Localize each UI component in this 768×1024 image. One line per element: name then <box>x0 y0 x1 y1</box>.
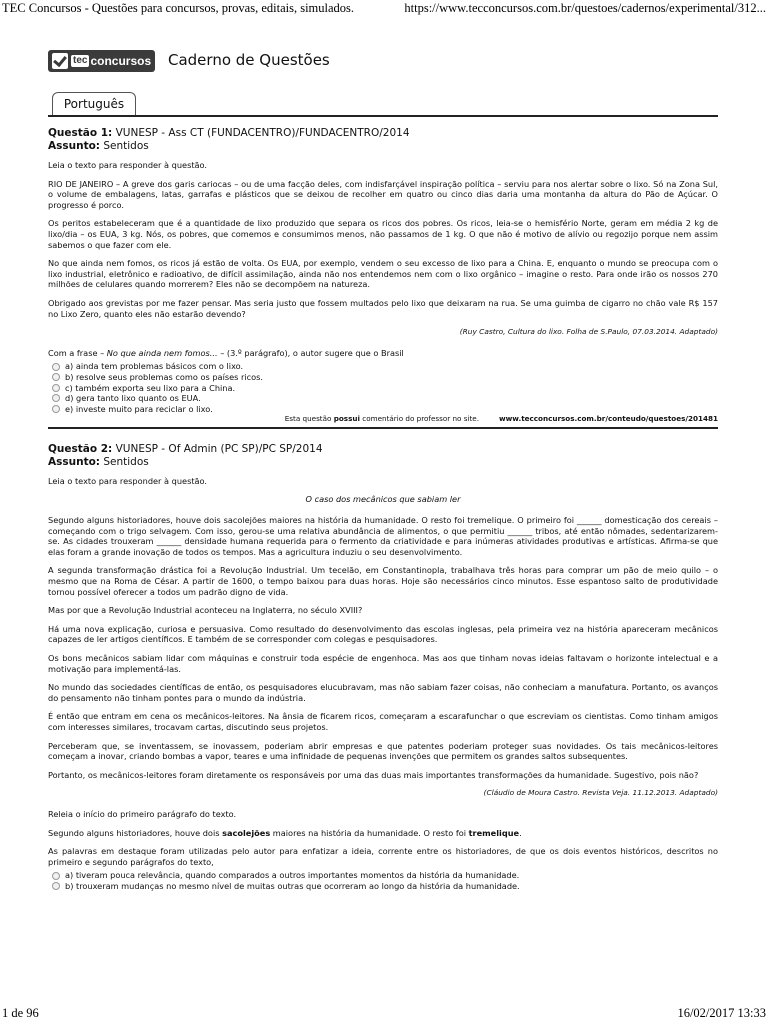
q1-option-a[interactable] <box>52 361 718 372</box>
q1-option-c[interactable] <box>52 383 718 394</box>
q1-options <box>52 361 718 414</box>
q1-paragraph-2: Os peritos estabeleceram que é a quantidade de lixo produzido que separa os ricos dos pobres. Os ricos, leia-se o hemisfério Norte, geram em média 2 kg de lixo/dia – os EUA, 3 kg. Nós, os pobres, que comemos e consumimos menos, não passamos de 1 kg. O que não é motivo de alívio ou regozijo porque nem assim sabemos o que fazer com ele. <box>48 218 718 250</box>
q1-option-e[interactable] <box>52 404 718 415</box>
checkmark-icon <box>52 53 68 69</box>
q2-paragraph-3: Mas por que a Revolução Industrial aconteceu na Inglaterra, no século XVIII? <box>48 605 363 616</box>
q1-paragraph-4: Obrigado aos grevistas por me fazer pensar. Mas seria justo que fossem multados pelo lixo que deixaram na rua. Se uma guimba de cigarro no chão vale R$ 157 no Lixo Zero, quanto eles não estarão devendo? <box>48 297 718 319</box>
page-number: 1 de 96 <box>2 1006 39 1020</box>
q1-stem <box>48 348 718 359</box>
subject-label: Assunto: <box>48 140 101 152</box>
tec-concursos-logo[interactable] <box>48 50 155 72</box>
q2-options <box>52 870 718 891</box>
radio-icon[interactable] <box>52 872 60 880</box>
radio-icon[interactable] <box>52 882 60 890</box>
q2-reread: Releia o início do primeiro parágrafo do texto. <box>48 808 237 819</box>
q1-link[interactable]: www.tecconcursos.com.br/conteudo/questoes/201481 <box>499 414 718 424</box>
question-1-source: VUNESP - Ass CT (FUNDACENTRO)/FUNDACENTRO/2014 <box>115 127 410 139</box>
option-label: e) investe muito para reciclar o lixo. <box>65 403 213 414</box>
radio-icon[interactable] <box>52 405 60 413</box>
option-label: c) também exporta seu lixo para a China. <box>65 382 236 393</box>
q1-paragraph-1: RIO DE JANEIRO – A greve dos garis cariocas – ou de uma facção deles, com indisfarçável inspiração política – serviu para nos alertar sobre o lixo. Só na Zona Sul, o volume de embalagens, latas, garrafas e plásticos que se deixou de recolher em quatro ou cinco dias daria uma montanha da altura do Pão de Açúcar. O progresso é porco. <box>48 178 718 210</box>
question-2-subject <box>48 456 718 469</box>
q1-option-d[interactable] <box>52 393 718 404</box>
radio-icon[interactable] <box>52 363 60 371</box>
q2-text-title: O caso dos mecânicos que sabiam ler <box>305 494 461 505</box>
question-1-subject <box>48 140 718 153</box>
subject-value: Sentidos <box>103 140 149 152</box>
question-2-header <box>48 443 718 456</box>
page-title: Caderno de Questões <box>168 51 330 69</box>
q2-paragraph-6: No mundo das sociedades científicas de então, os pesquisadores elucubravam, mas não sabiam fazer coisas, não conheciam a manufatura. Portanto, os avanços do pensamento não tinham pontes para o mundo da indústria. <box>48 682 718 703</box>
q1-stem-post: – (3.º parágrafo), o autor sugere que o Brasil <box>217 347 404 358</box>
question-1-label: Questão 1: <box>48 127 113 139</box>
print-datetime: 16/02/2017 13:33 <box>677 1006 766 1020</box>
note-pre: Esta questão <box>284 414 334 424</box>
note-post: comentário do professor no site. <box>359 414 480 424</box>
radio-icon[interactable] <box>52 373 60 381</box>
question-2-intro: Leia o texto para responder à questão. <box>48 475 208 486</box>
tab-portugues[interactable]: Português <box>52 92 136 115</box>
print-header-url: https://www.tecconcursos.com.br/questoes/cadernos/experimental/312... <box>404 1 766 15</box>
option-label: d) gera tanto lixo quanto os EUA. <box>65 393 201 404</box>
option-label: a) tiveram pouca relevância, quando comparados a outros importantes momentos da história da humanidade. <box>65 870 520 881</box>
tab-divider <box>48 115 718 117</box>
question-1-intro: Leia o texto para responder à questão. <box>48 160 208 170</box>
q2-paragraph-9: Portanto, os mecânicos-leitores foram diretamente os responsáveis por uma das duas mais importantes transformações da humanidade. Sugestivo, pois não? <box>48 769 699 780</box>
radio-icon[interactable] <box>52 384 60 392</box>
print-header <box>0 0 768 18</box>
q1-paragraph-3: No que ainda nem fomos, os ricos já estão de volta. Os EUA, por exemplo, vendem o seu excesso de lixo para a China. E, enquanto o mundo se preocupa com o lixo industrial, eletrônico e radioativo, de difícil assimilação, ainda não nos entendemos nem com o lixo orgânico – imagine o resto. Para onde irão os nossos 270 milhões de celulares quando morrerem? Eles não se decompõem na natureza. <box>48 258 718 290</box>
logo-rest: concursos <box>90 54 152 68</box>
option-label: b) resolve seus problemas como os países ricos. <box>65 371 264 382</box>
q2-paragraph-5: Os bons mecânicos sabiam lidar com máquinas e construir toda espécie de engenhoca. Mas aos que tinham novas ideias faltavam o horizonte intelectual e a motivação para implementá-las. <box>48 653 718 674</box>
option-label: a) ainda tem problemas básicos com o lixo. <box>65 361 244 372</box>
subject-label: Assunto: <box>48 455 101 468</box>
q1-stem-quote: No que ainda nem fomos... <box>106 347 218 358</box>
q2-paragraph-7: É então que entram em cena os mecânicos-leitores. Na ânsia de ficarem ricos, começaram a escarafunchar o que escreviam os cientistas. Como tinham amigos com interesses similares, trocavam cartas, discutindo seus projetos. <box>48 711 718 732</box>
q1-comment-note <box>285 414 479 425</box>
question-1-header <box>48 127 718 140</box>
print-footer <box>0 1006 768 1024</box>
q2-option-a[interactable] <box>52 870 718 881</box>
logo-tec: tec <box>73 55 88 66</box>
q2-stem: As palavras em destaque foram utilizadas pelo autor para enfatizar a ideia, corrente entre os historiadores, de que os dois eventos históricos, descritos no primeiro e segundo parágrafos do texto, <box>48 846 718 867</box>
questions-content <box>48 127 718 892</box>
q2-option-b[interactable] <box>52 881 718 892</box>
q2-citation: (Cláudio de Moura Castro. Revista Veja. 11.12.2013. Adaptado) <box>483 788 718 798</box>
question-2-label: Questão 2: <box>48 442 113 455</box>
q2-paragraph-2: A segunda transformação drástica foi a Revolução Industrial. Um tecelão, em Constantinopla, trabalhava três horas para comprar um pão de meio quilo – o mesmo que na Roma de César. A partir de 1600, o tempo baixou para duas horas. Hoje são necessários cinco minutos. Esse espantoso salto de produtividade tornou possível oferecer a todos um padrão digno de vida. <box>48 565 718 597</box>
note-bold: possui <box>333 414 360 424</box>
question-2-source: VUNESP - Of Admin (PC SP)/PC SP/2014 <box>115 442 323 455</box>
radio-icon[interactable] <box>52 394 60 402</box>
q2-quote-b2: tremelique <box>468 827 520 838</box>
q2-quote <box>48 828 718 839</box>
q1-footer <box>48 414 718 429</box>
print-header-title: TEC Concursos - Questões para concursos, provas, editais, simulados. <box>2 1 355 15</box>
q2-paragraph-8: Perceberam que, se inventassem, se inovassem, poderiam abrir empresas e que patentes poderiam proteger suas novidades. Os tais mecânicos-leitores começam a inovar, criando bombas a vapor, teares e uma infinidade de pequenas invenções que permitem os grandes saltos subsequentes. <box>48 740 718 762</box>
q2-quote-mid: maiores na história da humanidade. O resto foi <box>270 827 469 838</box>
q2-quote-end: . <box>519 827 522 838</box>
subject-value: Sentidos <box>103 455 149 468</box>
q1-option-b[interactable] <box>52 372 718 383</box>
q2-quote-pre: Segundo alguns historiadores, houve dois <box>48 827 223 838</box>
q2-quote-b1: sacolejões <box>222 827 271 838</box>
q1-stem-pre: Com a frase – <box>48 347 107 358</box>
q2-paragraph-4: Há uma nova explicação, curiosa e persuasiva. Como resultado do desenvolvimento das escolas inglesas, pela primeira vez na história apareceram mecânicos capazes de ler artigos científicos. E também de se corresponder com colegas e pesquisadores. <box>48 623 718 645</box>
q2-paragraph-1: Segundo alguns historiadores, houve dois sacolejões maiores na história da humanidade. O resto foi tremelique. O primeiro foi ______ domesticação dos cereais – começando com o trigo selvagem. Com isso, gerou-se uma relativa abundância de alimentos, o que permitiu ______ tribos, até então nômades, sedentarizarem-se. As cidades trouxeram ______ densidade humana requerida para o fermento da criatividade e para inúmeras atividades produtivas e artísticas. Afirma-se que elas foram a grande inovação de todos os tempos. Mas a agricultura induziu o seu desenvolvimento. <box>48 515 718 557</box>
q1-citation: (Ruy Castro, Cultura do lixo. Folha de S.Paulo, 07.03.2014. Adaptado) <box>459 327 718 337</box>
option-label: b) trouxeram mudanças no mesmo nível de muitas outras que ocorreram ao longo da história da humanidade. <box>65 880 520 891</box>
